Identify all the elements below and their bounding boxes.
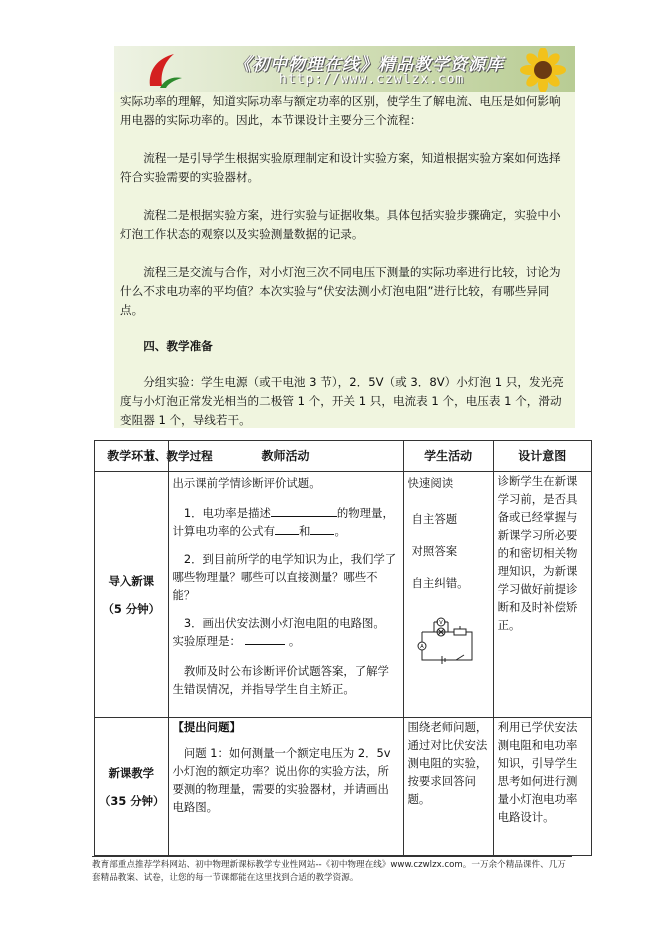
stage-name: 新课教学 bbox=[108, 765, 155, 780]
heading-preparation: 四、教学准备 bbox=[143, 339, 213, 353]
question-1-body: 问题 1：如何测量一个额定电压为 2．5v 小灯泡的额定功率？说出你的实验方法，所要测的物理量，需要的实验器材，并请画出电路图。 bbox=[172, 746, 391, 814]
site-logo-icon bbox=[144, 50, 184, 90]
svg-text:A: A bbox=[419, 644, 424, 650]
paragraph-flow-2: 流程二是根据实验方案，进行实验与证据收集。具体包括实验步骤确定，实验中小灯泡工作状态的观察以及实验测量数据的记录。 bbox=[120, 208, 561, 241]
stage-cell bbox=[95, 718, 169, 856]
design-intent-cell: 利用已学伏安法测电阻和电功率知识，引导学生思考如何进行测量小灯泡电功率电路设计。 bbox=[493, 718, 591, 856]
question-1: 1．电功率是描述 的物理量，计算电功率的公式有 和 。 bbox=[172, 506, 394, 538]
paragraph-intro: 实际功率的理解，知道实际功率与额定功率的区别，使学生了解电流、电压是如何影响用电器的实际功率的。因此，本节课设计主要分三个流程： bbox=[120, 94, 561, 127]
teacher-intro: 出示课前学情诊断评价试题。 bbox=[172, 476, 321, 490]
student-step-4: 自主纠错。 bbox=[411, 576, 469, 590]
student-activity-cell bbox=[403, 472, 493, 718]
student-step-1: 快速阅读 bbox=[407, 476, 454, 490]
teaching-process-table bbox=[94, 440, 592, 856]
student-step-2: 自主答题 bbox=[411, 512, 458, 526]
page-footer: 教育部重点推荐学科网站、初中物理新课标教学专业性网站--《初中物理在线》www.czwlzx.com。一万余个精品课件、几万套精品教案、试卷，让您的每一节课都能在这里找到合适的教学资源。 bbox=[92, 856, 572, 885]
banner-title: 《初中物理在线》精品教学资源库 bbox=[234, 55, 504, 75]
question-3: 3．画出伏安法测小灯泡电阻的电路图。 bbox=[183, 616, 385, 630]
design-intent-cell: 诊断学生在新课学习前，是否具备或已经掌握与新课学习所必要的和密切相关物理知识，为新课学习做好前提诊断和及时补偿矫正。 bbox=[493, 472, 591, 718]
header-design-intent: 设计意图 bbox=[493, 441, 591, 472]
sunflower-icon bbox=[513, 48, 571, 92]
raise-question-heading: 【提出问题】 bbox=[172, 720, 241, 734]
header-stage: 教学环节 bbox=[95, 441, 169, 472]
question-2: 2．到目前所学的电学知识为止，我们学了哪些物理量？哪些可以直接测量？哪些不能？ bbox=[172, 552, 397, 602]
heading-process: 五、教学过程 bbox=[143, 449, 213, 463]
stage-name: 导入新课 bbox=[108, 573, 155, 588]
stage-time: （35 分钟） bbox=[99, 793, 165, 808]
banner-url[interactable]: http://www.czwlzx.com bbox=[279, 72, 465, 87]
experiment-principle: 实验原理是： 。 bbox=[172, 634, 301, 648]
table-header-row bbox=[95, 441, 592, 472]
paragraph-flow-1: 流程一是引导学生根据实验原理制定和设计实验方案，知道根据实验方案如何选择符合实验需要的实验器材。 bbox=[120, 151, 561, 184]
teacher-activity-cell bbox=[168, 472, 403, 718]
circuit-diagram-icon bbox=[408, 610, 480, 670]
header-teacher-activity: 教师活动 bbox=[168, 441, 403, 472]
header-student-activity: 学生活动 bbox=[403, 441, 493, 472]
paragraph-materials: 分组实验：学生电源（或干电池 3 节），2．5V（或 3．8V）小灯泡 1 只，发光亮度与小灯泡正常发光相当的二极管 1 个，开关 1 只，电流表 1 个，电压表 1 个，滑动变阻器 1 个，导线若干。 bbox=[120, 375, 564, 427]
header-banner bbox=[114, 46, 575, 92]
paragraph-flow-3: 流程三是交流与合作，对小灯泡三次不同电压下测量的实际功率进行比较，讨论为什么不求电功率的平均值？本次实验与“伏安法测小灯泡电阻”进行比较，有哪些异同点。 bbox=[120, 265, 561, 317]
teacher-activity-cell bbox=[168, 718, 403, 856]
table-row bbox=[95, 472, 592, 718]
stage-time: （5 分钟） bbox=[102, 601, 160, 616]
table-row bbox=[95, 718, 592, 856]
stage-cell bbox=[95, 472, 169, 718]
svg-text:V: V bbox=[438, 620, 443, 626]
student-activity-cell: 围绕老师问题，通过对比伏安法测电阻的实验，按要求回答问题。 bbox=[403, 718, 493, 856]
teacher-closing: 教师及时公布诊断评价试题答案，了解学生错误情况，并指导学生自主矫正。 bbox=[172, 664, 389, 696]
student-step-3: 对照答案 bbox=[411, 544, 458, 558]
